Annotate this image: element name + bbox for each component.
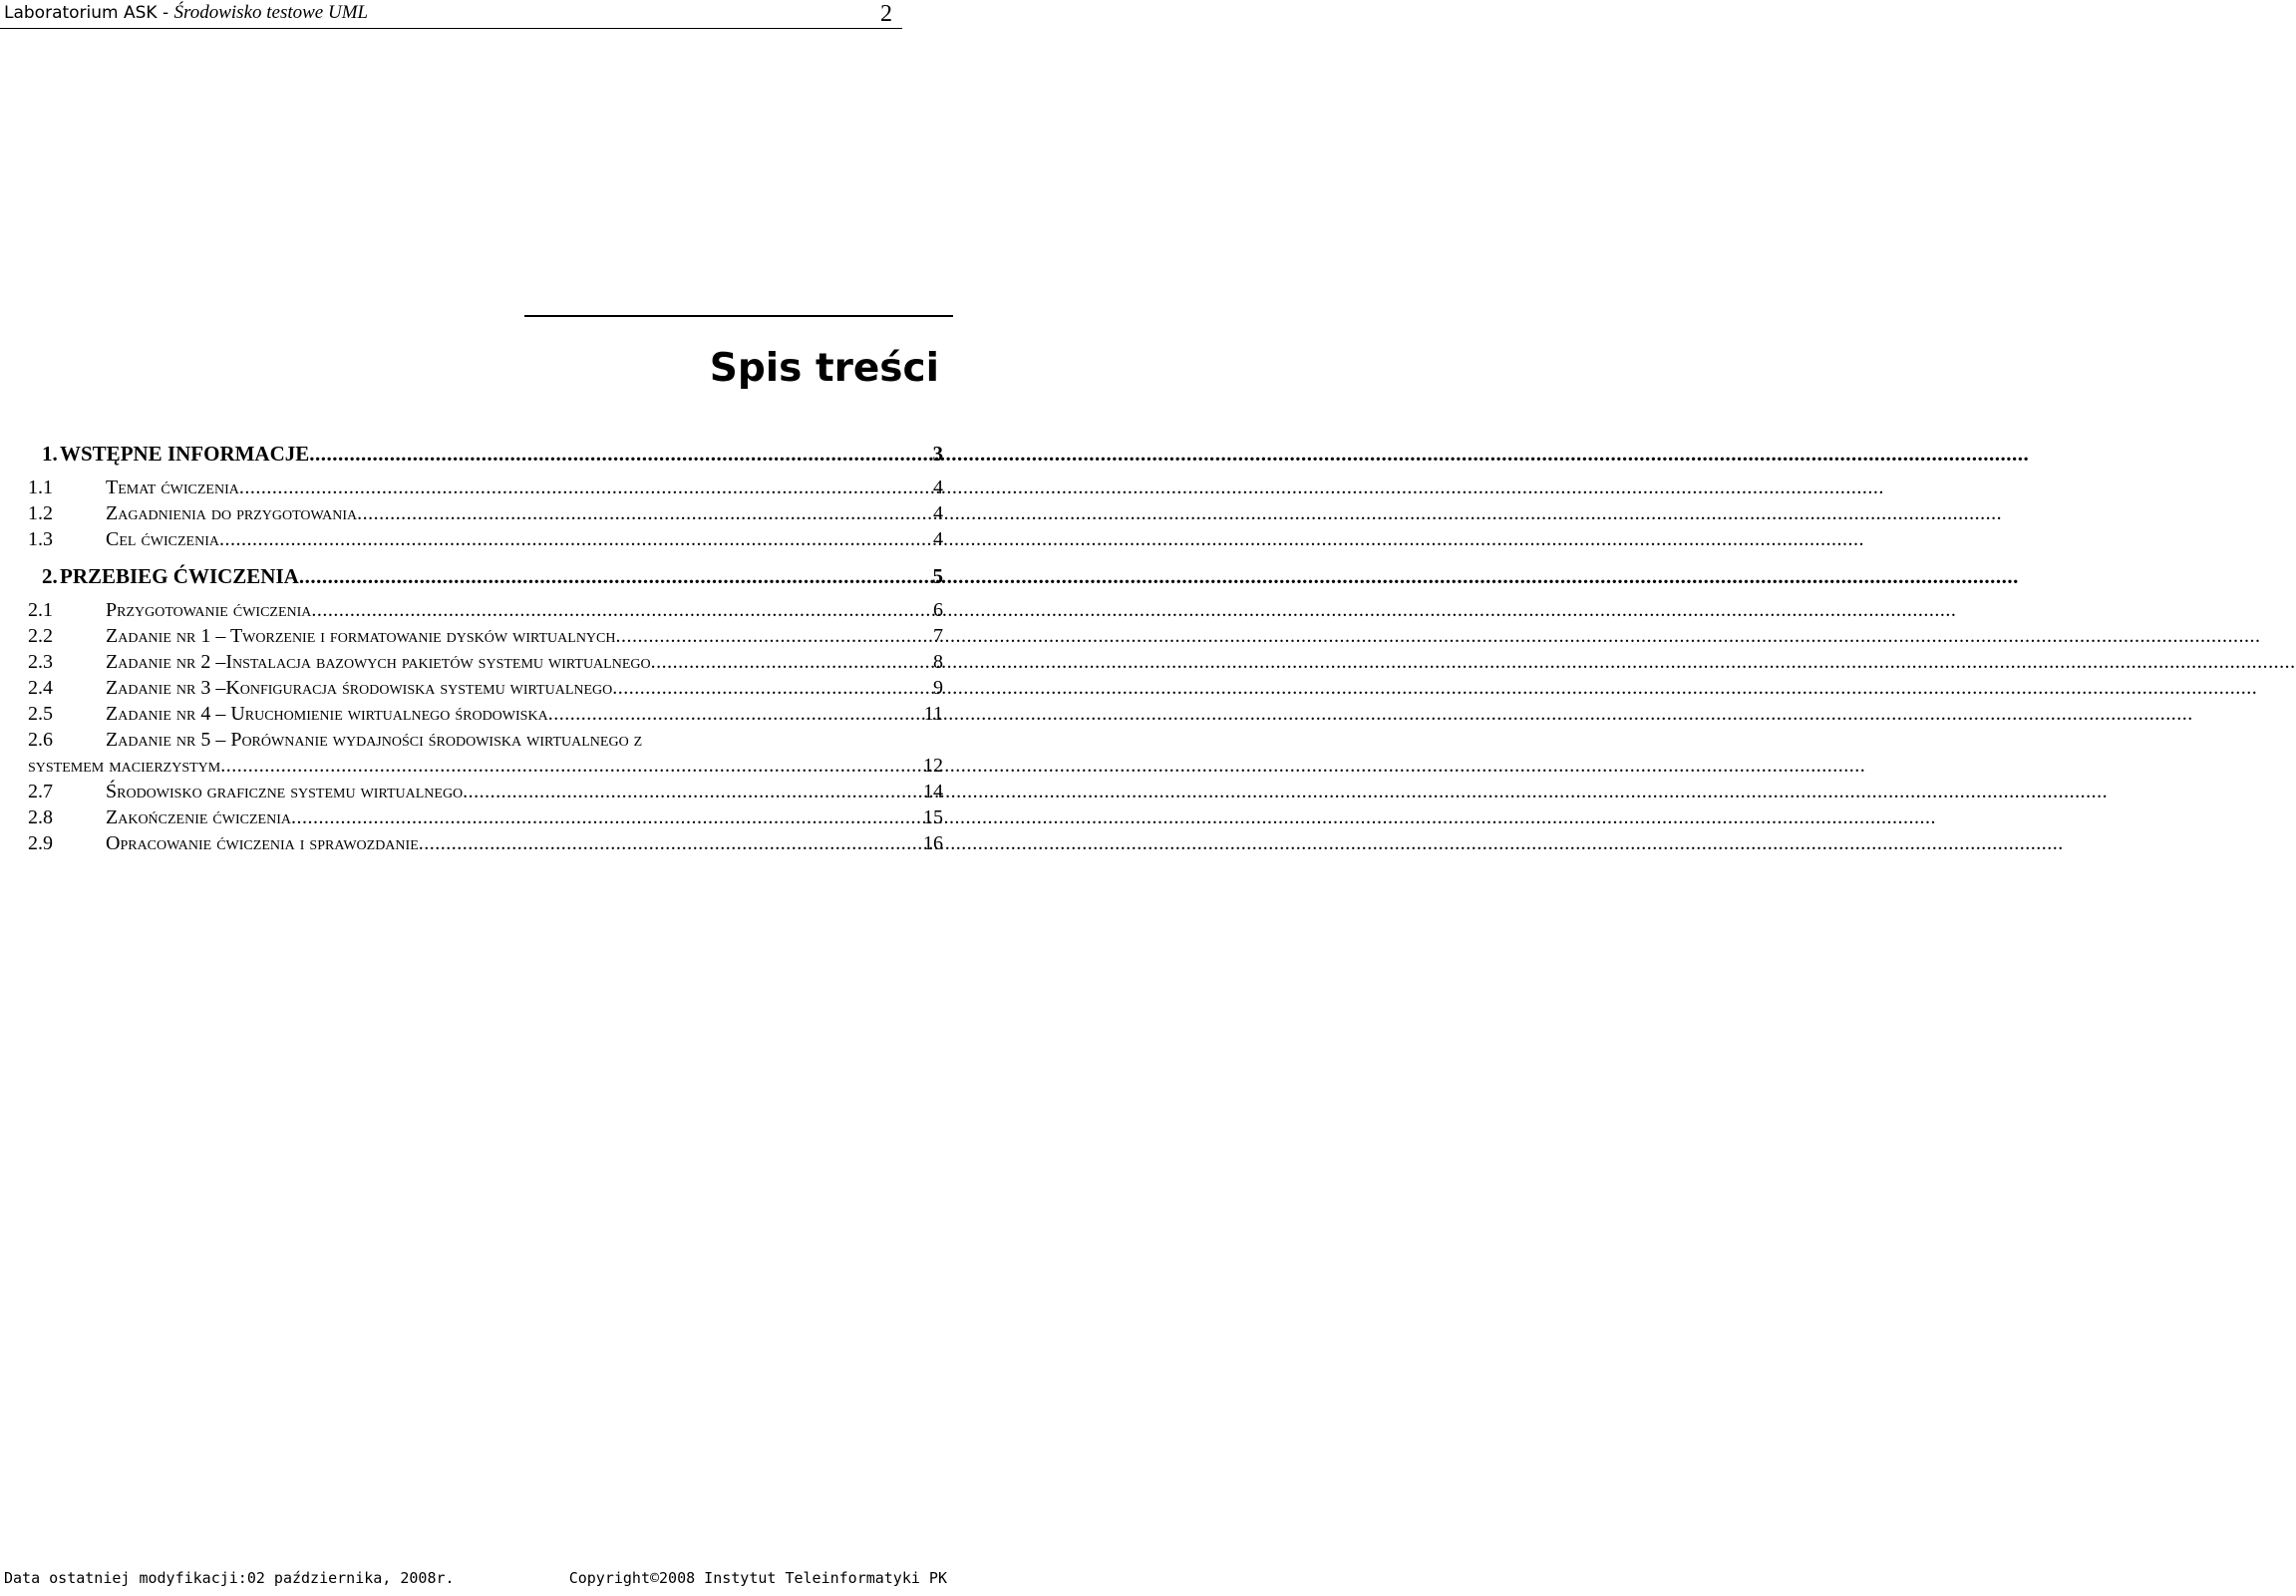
toc-entry-label: Przygotowanie ćwiczenia [106, 599, 312, 621]
toc-entry-number: 2.4 [28, 677, 53, 699]
toc-entry-page: 12 [923, 755, 943, 777]
toc-leader-dots [463, 779, 920, 804]
toc-entry-label: Zagadnienia do przygotowania [106, 502, 358, 524]
footer-copyright: Copyright©2008 Instytut Teleinformatyki PK [568, 1569, 947, 1587]
toc-entry-2-8[interactable] [28, 804, 943, 830]
toc-entry-label: Zakończenie ćwiczenia [106, 806, 291, 828]
toc-entry-label: Opracowanie ćwiczenia i sprawozdanie [106, 832, 419, 854]
toc-entry-1-3[interactable] [28, 526, 943, 552]
toc-entry-label: WSTĘPNE INFORMACJE [60, 442, 310, 466]
toc-entry-2[interactable] [28, 558, 943, 594]
header-page-number: 2 [880, 1, 892, 27]
toc-entry-page: 15 [923, 806, 943, 828]
toc-entry-number: 1.3 [28, 528, 53, 550]
toc-entry-page: 7 [933, 625, 943, 647]
toc-leader-dots [299, 558, 930, 594]
footer-modification-date: Data ostatniej modyfikacji:02 października, 2008r. [4, 1569, 455, 1587]
toc-entry-2-6[interactable] [28, 727, 943, 753]
toc-entry-label: PRZEBIEG ĆWICZENIA [60, 564, 299, 588]
toc-leader-dots [311, 597, 930, 623]
toc-entry-page: 11 [923, 703, 943, 725]
toc-entry-label: Zadanie nr 3 –Konfiguracja środowiska systemu wirtualnego [106, 677, 613, 699]
toc-entry-page: 4 [933, 477, 943, 498]
header-subtitle: Środowisko testowe UML [173, 2, 369, 23]
toc-entry-label: Zadanie nr 2 –Instalacja bazowych pakietów systemu wirtualnego [106, 651, 651, 673]
header-separator: - [157, 3, 174, 23]
toc-leader-dots [219, 526, 930, 552]
toc-entry-number: 2. [42, 564, 58, 588]
toc-entry-page: 6 [933, 599, 943, 621]
toc-entry-1-2[interactable] [28, 500, 943, 526]
toc-entry-page: 16 [923, 832, 943, 854]
toc-entry-number: 2.9 [28, 832, 53, 854]
toc-entry-number: 1.2 [28, 502, 53, 524]
toc-leader-dots [291, 804, 920, 830]
toc-entry-2-3[interactable] [28, 649, 943, 675]
toc-entry-number: 2.5 [28, 703, 53, 725]
toc-entry-2-5[interactable] [28, 701, 943, 727]
toc-entry-number: 2.3 [28, 651, 53, 673]
toc-entry-label: Zadanie nr 4 – Uruchomienie wirtualnego środowiska [106, 703, 548, 725]
toc-entry-page: 3 [932, 442, 943, 466]
toc-entry-number: 2.6 [28, 729, 53, 751]
toc-entry-page: 4 [933, 528, 943, 550]
toc-leader-dots [651, 649, 930, 675]
toc-entry-1[interactable] [28, 436, 943, 472]
toc-entry-label: Zadanie nr 1 – Tworzenie i formatowanie dysków wirtualnych [106, 625, 616, 647]
toc-entry-label-continuation: systemem macierzystym [28, 755, 221, 777]
toc-entry-number: 2.8 [28, 806, 53, 828]
toc-entry-page: 14 [923, 781, 943, 802]
header-title [4, 3, 368, 23]
toc-entry-1-1[interactable] [28, 475, 943, 500]
toc-entry-page: 9 [933, 677, 943, 699]
toc-entry-page: 8 [933, 651, 943, 673]
toc-leader-dots [220, 753, 920, 779]
toc-title: Spis treści [709, 346, 939, 391]
toc-entry-number: 1. [42, 442, 58, 466]
toc-leader-dots [357, 500, 930, 526]
toc-entry-number: 2.7 [28, 781, 53, 802]
toc-entry-2-7[interactable] [28, 779, 943, 804]
toc-leader-dots [419, 830, 920, 856]
toc-entry-label: Środowisko graficzne systemu wirtualnego [106, 781, 464, 802]
toc-leader-dots [615, 623, 930, 649]
toc-entry-2-1[interactable] [28, 597, 943, 623]
toc-leader-dots [309, 436, 929, 472]
toc-entry-page: 5 [932, 564, 943, 588]
header-lab-name: Laboratorium ASK [4, 3, 158, 23]
toc-entry-page: 4 [933, 502, 943, 524]
toc-entry-2-2[interactable] [28, 623, 943, 649]
toc-entry-number: 2.2 [28, 625, 53, 647]
page-header [0, 0, 902, 29]
toc-leader-dots [612, 675, 930, 701]
toc-entry-label: Zadanie nr 5 – Porównanie wydajności środowiska wirtualnego z [106, 729, 643, 751]
toc-entry-2-4[interactable] [28, 675, 943, 701]
toc-entry-2-9[interactable] [28, 830, 943, 856]
toc-entry-label: Cel ćwiczenia [106, 528, 219, 550]
toc-entry-2-6-continuation[interactable] [28, 753, 943, 779]
title-rule [524, 315, 953, 317]
toc-entry-number: 1.1 [28, 477, 53, 498]
table-of-contents [28, 436, 943, 856]
toc-leader-dots [239, 475, 930, 500]
toc-leader-dots [548, 701, 921, 727]
toc-entry-number: 2.1 [28, 599, 53, 621]
toc-entry-label: Temat ćwiczenia [106, 477, 239, 498]
